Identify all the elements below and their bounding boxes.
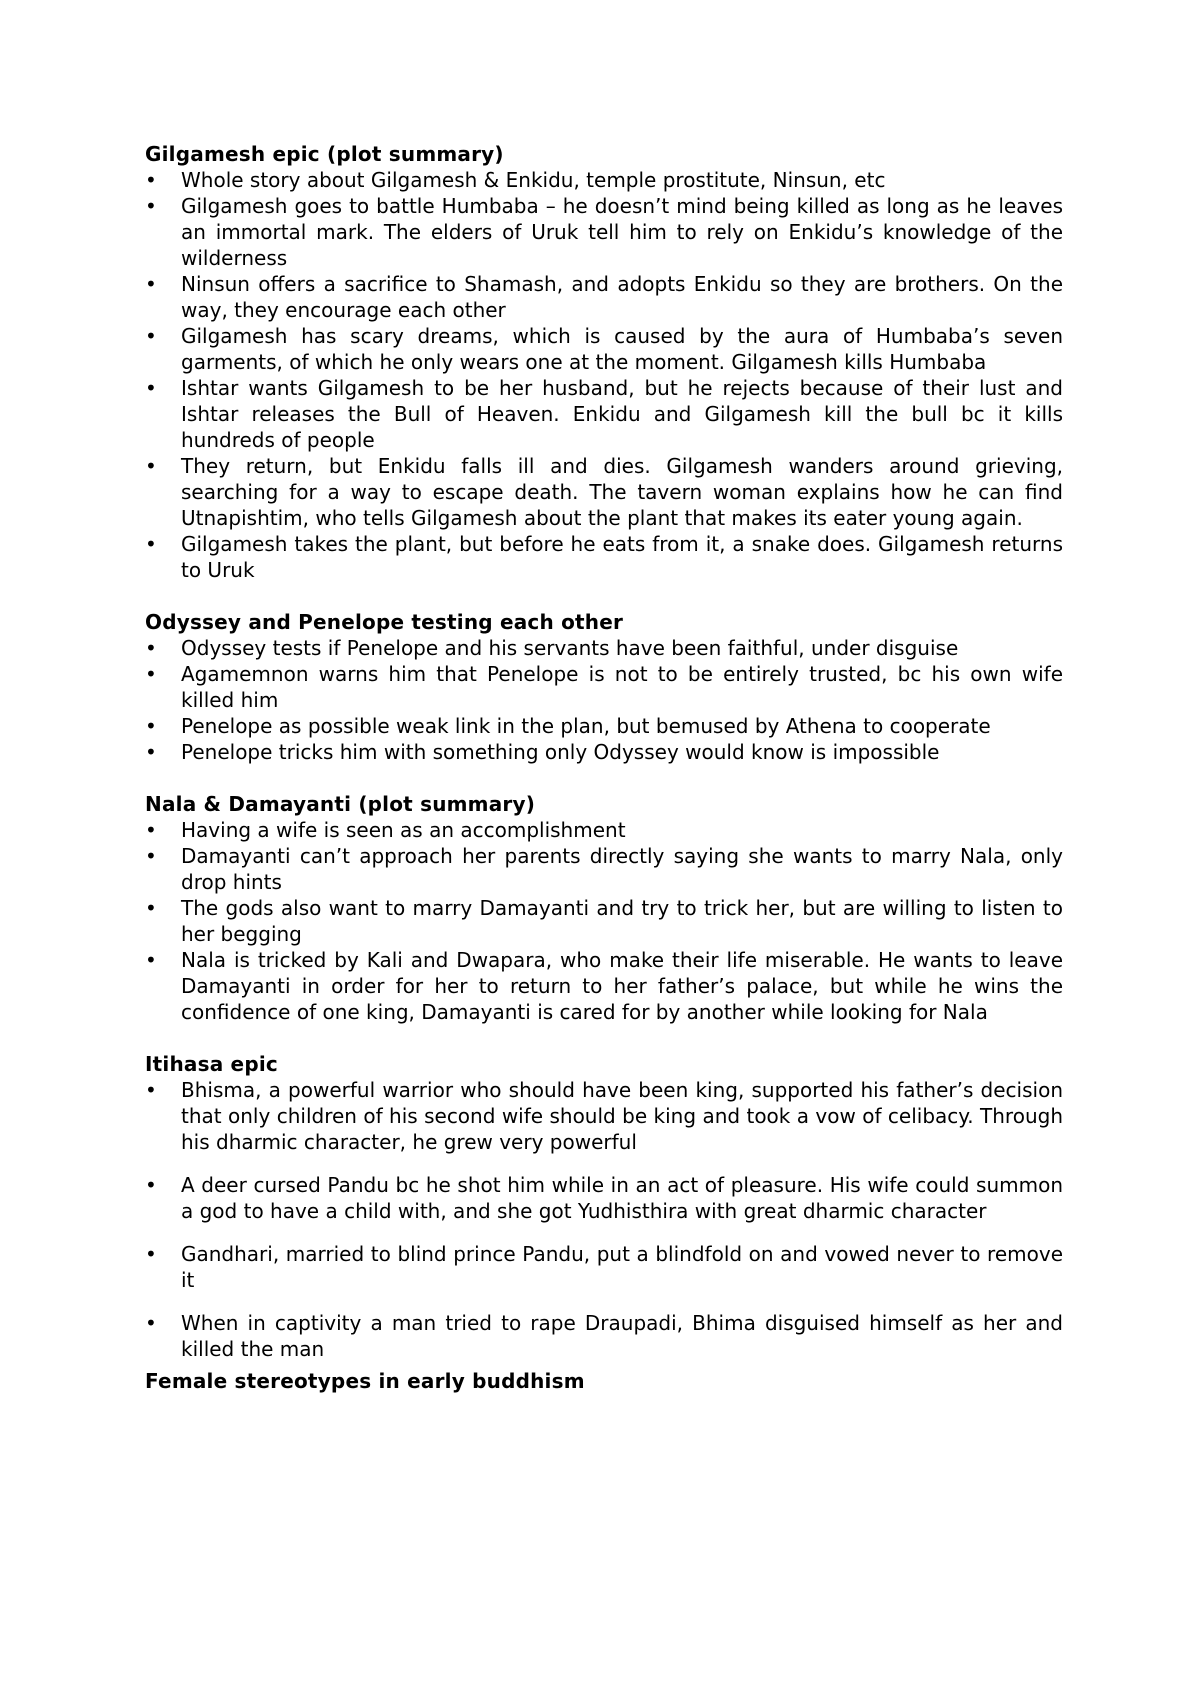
list-item	[145, 947, 1063, 1025]
list-item-text: A deer cursed Pandu bc he shot him while in an act of pleasure. His wife could summon a god to have a child with, and she got Yudhisthira with great dharmic character	[181, 1173, 1063, 1223]
list-item-text: The gods also want to marry Damayanti and try to trick her, but are willing to listen to her begging	[181, 896, 1063, 946]
section-female-stereotypes	[145, 1368, 1063, 1394]
list-item	[145, 193, 1063, 271]
bullet-icon: •	[145, 168, 157, 192]
bullet-list	[145, 817, 1063, 1025]
bullet-icon: •	[145, 636, 157, 660]
list-item-text: Gilgamesh takes the plant, but before he eats from it, a snake does. Gilgamesh returns to Uruk	[181, 532, 1063, 582]
list-item	[145, 1077, 1063, 1155]
list-item	[145, 817, 1063, 843]
list-item	[145, 635, 1063, 661]
bullet-icon: •	[145, 818, 157, 842]
document-page	[145, 141, 1063, 1394]
list-item-text: Gilgamesh goes to battle Humbaba – he doesn’t mind being killed as long as he leaves an immortal mark. The elders of Uruk tell him to rely on Enkidu’s knowledge of the wilderness	[181, 194, 1063, 270]
list-item	[145, 323, 1063, 375]
section-odyssey	[145, 609, 1063, 765]
bullet-icon: •	[145, 1078, 157, 1102]
list-item-text: Bhisma, a powerful warrior who should have been king, supported his father’s decision that only children of his second wife should be king and took a vow of celibacy. Through his dharmic character, he grew very powerful	[181, 1078, 1063, 1154]
bullet-list	[145, 167, 1063, 583]
list-item	[145, 453, 1063, 531]
list-item	[145, 1310, 1063, 1362]
list-item-text: Damayanti can’t approach her parents directly saying she wants to marry Nala, only drop hints	[181, 844, 1063, 894]
bullet-list	[145, 1077, 1063, 1362]
list-item	[145, 661, 1063, 713]
section-heading: Nala & Damayanti (plot summary)	[145, 792, 536, 816]
bullet-icon: •	[145, 740, 157, 764]
list-item	[145, 739, 1063, 765]
list-item-text: Ninsun offers a sacrifice to Shamash, and adopts Enkidu so they are brothers. On the way, they encourage each other	[181, 272, 1063, 322]
bullet-icon: •	[145, 272, 157, 296]
bullet-icon: •	[145, 1311, 157, 1335]
list-item	[145, 713, 1063, 739]
bullet-icon: •	[145, 714, 157, 738]
bullet-icon: •	[145, 194, 157, 218]
bullet-icon: •	[145, 844, 157, 868]
list-item-text: Penelope as possible weak link in the plan, but bemused by Athena to cooperate	[181, 714, 991, 738]
bullet-icon: •	[145, 454, 157, 478]
list-item-text: Odyssey tests if Penelope and his servants have been faithful, under disguise	[181, 636, 959, 660]
list-item-text: They return, but Enkidu falls ill and dies. Gilgamesh wanders around grieving, searching for a way to escape death. The tavern woman explains how he can find Utnapishtim, who tells Gilgamesh about the plant that makes its eater young again.	[181, 454, 1063, 530]
bullet-icon: •	[145, 324, 157, 348]
section-heading: Female stereotypes in early buddhism	[145, 1369, 585, 1393]
list-item	[145, 167, 1063, 193]
list-item	[145, 1241, 1063, 1293]
section-heading: Odyssey and Penelope testing each other	[145, 610, 624, 634]
list-item-text: Gandhari, married to blind prince Pandu, put a blindfold on and vowed never to remove it	[181, 1242, 1063, 1292]
list-item	[145, 531, 1063, 583]
list-item-text: Gilgamesh has scary dreams, which is caused by the aura of Humbaba’s seven garments, of which he only wears one at the moment. Gilgamesh kills Humbaba	[181, 324, 1063, 374]
list-item-text: Whole story about Gilgamesh & Enkidu, temple prostitute, Ninsun, etc	[181, 168, 886, 192]
bullet-list	[145, 635, 1063, 765]
section-itihasa	[145, 1051, 1063, 1362]
bullet-icon: •	[145, 532, 157, 556]
list-item-text: Agamemnon warns him that Penelope is not to be entirely trusted, bc his own wife killed him	[181, 662, 1063, 712]
bullet-icon: •	[145, 662, 157, 686]
list-item-text: Penelope tricks him with something only Odyssey would know is impossible	[181, 740, 940, 764]
list-item-text: Nala is tricked by Kali and Dwapara, who make their life miserable. He wants to leave Damayanti in order for her to return to her father’s palace, but while he wins the confidence of one king, Damayanti is cared for by another while looking for Nala	[181, 948, 1063, 1024]
list-item	[145, 1172, 1063, 1224]
list-item-text: When in captivity a man tried to rape Draupadi, Bhima disguised himself as her and killed the man	[181, 1311, 1063, 1361]
section-nala-damayanti	[145, 791, 1063, 1025]
bullet-icon: •	[145, 376, 157, 400]
bullet-icon: •	[145, 1173, 157, 1197]
list-item	[145, 271, 1063, 323]
bullet-icon: •	[145, 1242, 157, 1266]
list-item	[145, 843, 1063, 895]
section-heading: Itihasa epic	[145, 1052, 278, 1076]
list-item-text: Ishtar wants Gilgamesh to be her husband, but he rejects because of their lust and Ishtar releases the Bull of Heaven. Enkidu and Gilgamesh kill the bull bc it kills hundreds of people	[181, 376, 1063, 452]
list-item-text: Having a wife is seen as an accomplishment	[181, 818, 626, 842]
list-item	[145, 895, 1063, 947]
list-item	[145, 375, 1063, 453]
section-gilgamesh	[145, 141, 1063, 583]
section-heading: Gilgamesh epic (plot summary)	[145, 142, 504, 166]
bullet-icon: •	[145, 896, 157, 920]
bullet-icon: •	[145, 948, 157, 972]
